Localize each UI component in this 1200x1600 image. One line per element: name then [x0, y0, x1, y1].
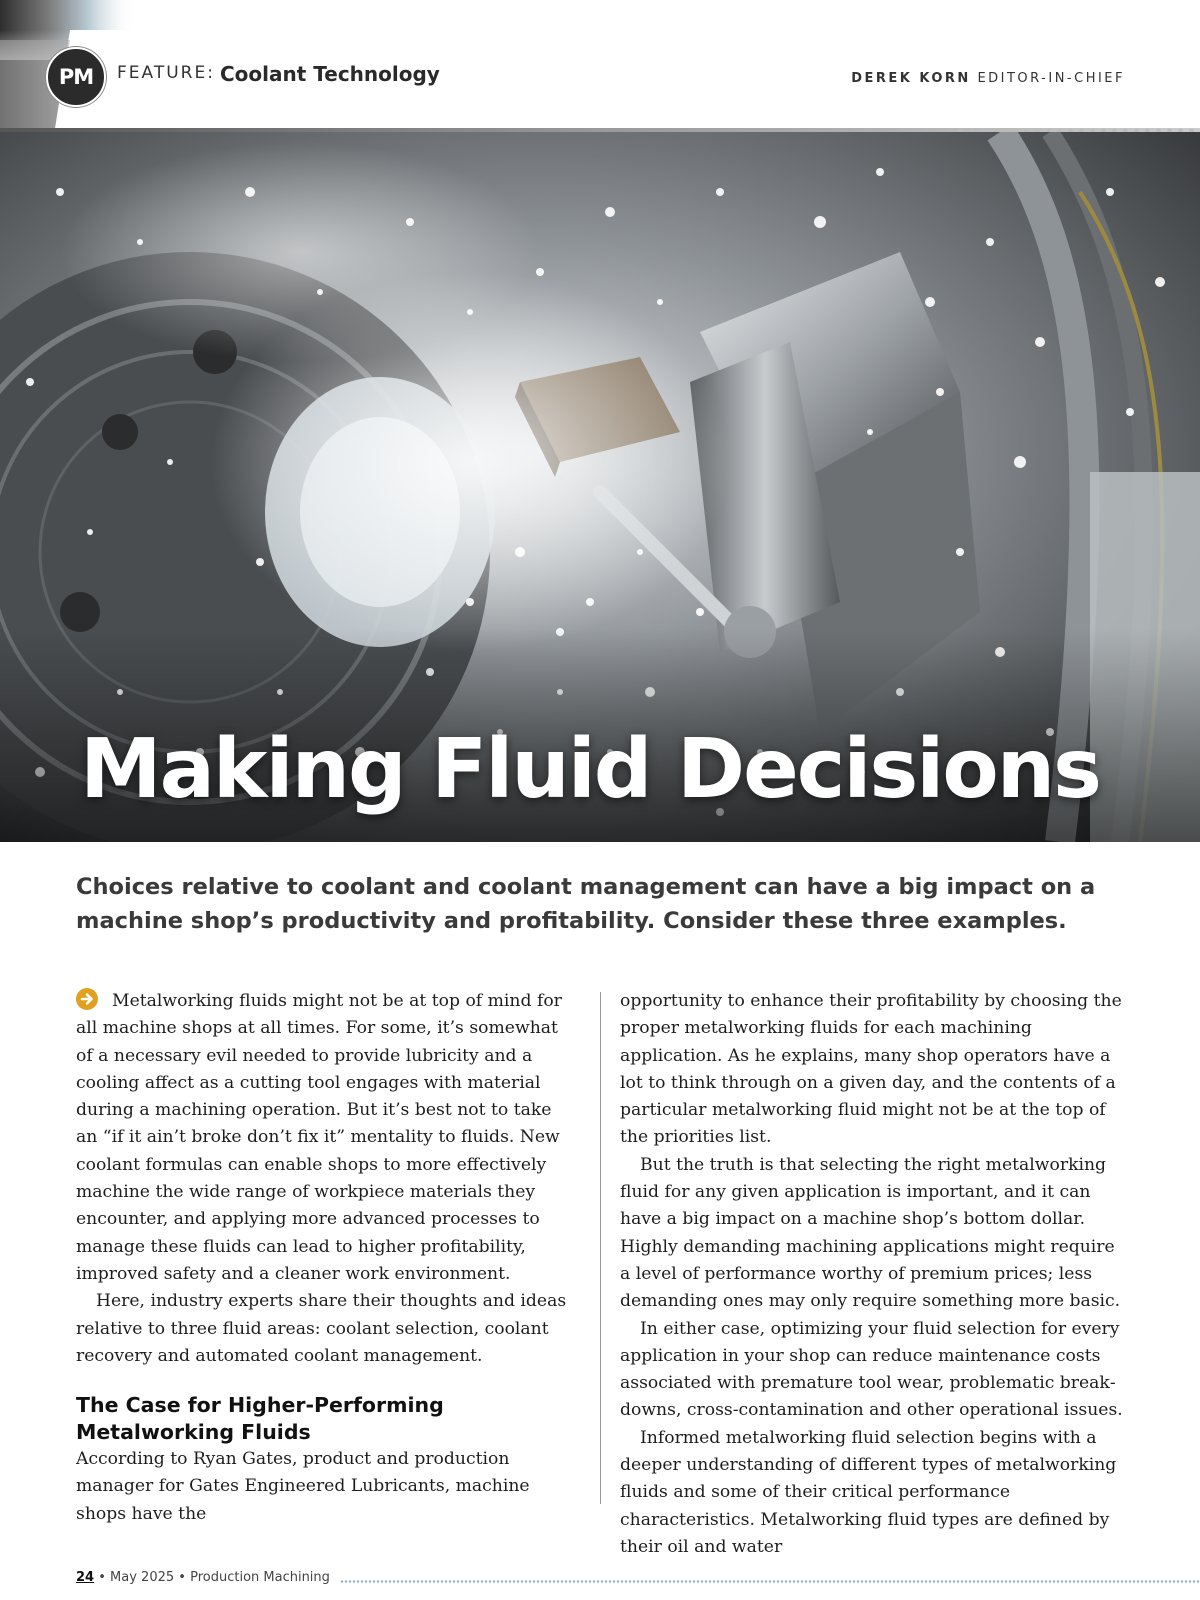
- left-paragraph-2: Here, industry experts share their thoughts and ideas relative to three fluid areas: coolant selection, coolant recovery and automated coolant management.: [76, 1291, 567, 1366]
- right-paragraph-3: In either case, optimizing your fluid selection for every application in your shop can reduce maintenance costs associated with premature tool wear, problematic breakdowns, cross-contamination and other operational issues.: [620, 1318, 1123, 1421]
- footer-separator: •: [178, 1570, 191, 1585]
- right-column: [620, 988, 1125, 1561]
- section-label: FEATURE:: [117, 63, 215, 83]
- right-paragraph-4: Informed metalworking fluid selection begins with a deeper understanding of different types of metalworking fluids and some of their critical performance characteristics. Metalworking fluid types are defined by their oil and water: [620, 1427, 1117, 1557]
- article-headline: Making Fluid Decisions: [80, 722, 1100, 817]
- pm-logo: PM: [46, 47, 106, 107]
- arrow-right-circle-icon: [76, 988, 98, 1010]
- section-topic: Coolant Technology: [220, 62, 440, 86]
- left-paragraph-1-text: Metalworking fluids might not be at top of mind for all machine shops at all times. For some, it’s somewhat of a necessary evil needed to provide lubricity and a cooling affect as a cutting tool engages with material during a machining operation. But it’s best not to take an “if it ain’t broke don’t fix it” mentality to fluids. New coolant formulas can enable shops to more effectively machine the wide range of workpiece materials they encounter, and applying more advanced processes to manage these fluids can lead to higher profitability, improved safety and a cleaner work environment.: [76, 991, 562, 1284]
- byline: [851, 71, 1125, 86]
- left-paragraph-1: [76, 988, 576, 1288]
- column-divider: [600, 992, 601, 1504]
- footer-separator: •: [98, 1570, 111, 1585]
- article-deck: Choices relative to coolant and coolant management can have a big impact on a machine shop’s productivity and profitability. Consider these three examples.: [76, 874, 1096, 934]
- page-footer: [76, 1570, 330, 1585]
- left-column: [76, 988, 576, 1528]
- right-paragraph-1: opportunity to enhance their profitability by choosing the proper metalworking fluids for each machining application. As he explains, many shop operators have a lot to think through on a given day, and the contents of a particular metalworking fluid might not be at the top of the priorities list.: [620, 991, 1122, 1148]
- issue-date: May 2025: [110, 1570, 175, 1585]
- publication-name: Production Machining: [190, 1570, 330, 1585]
- page-number: 24: [76, 1570, 95, 1585]
- page-header: [0, 0, 1200, 130]
- footer-dot-rule: [340, 1580, 1200, 1583]
- author-title: EDITOR-IN-CHIEF: [977, 71, 1125, 86]
- section-subhead: The Case for Higher-Performing Metalworking Fluids: [76, 1393, 444, 1445]
- right-paragraph-2: But the truth is that selecting the right metalworking fluid for any given application is important, and it can have a big impact on a machine shop’s bottom dollar. Highly demanding machining applications might require a level of performance worthy of premium prices; less demanding ones may only require something more basic.: [620, 1154, 1121, 1312]
- author-name: DEREK KORN: [851, 71, 971, 86]
- left-paragraph-3: According to Ryan Gates, product and production manager for Gates Engineered Lubricants, machine shops have the: [76, 1449, 530, 1524]
